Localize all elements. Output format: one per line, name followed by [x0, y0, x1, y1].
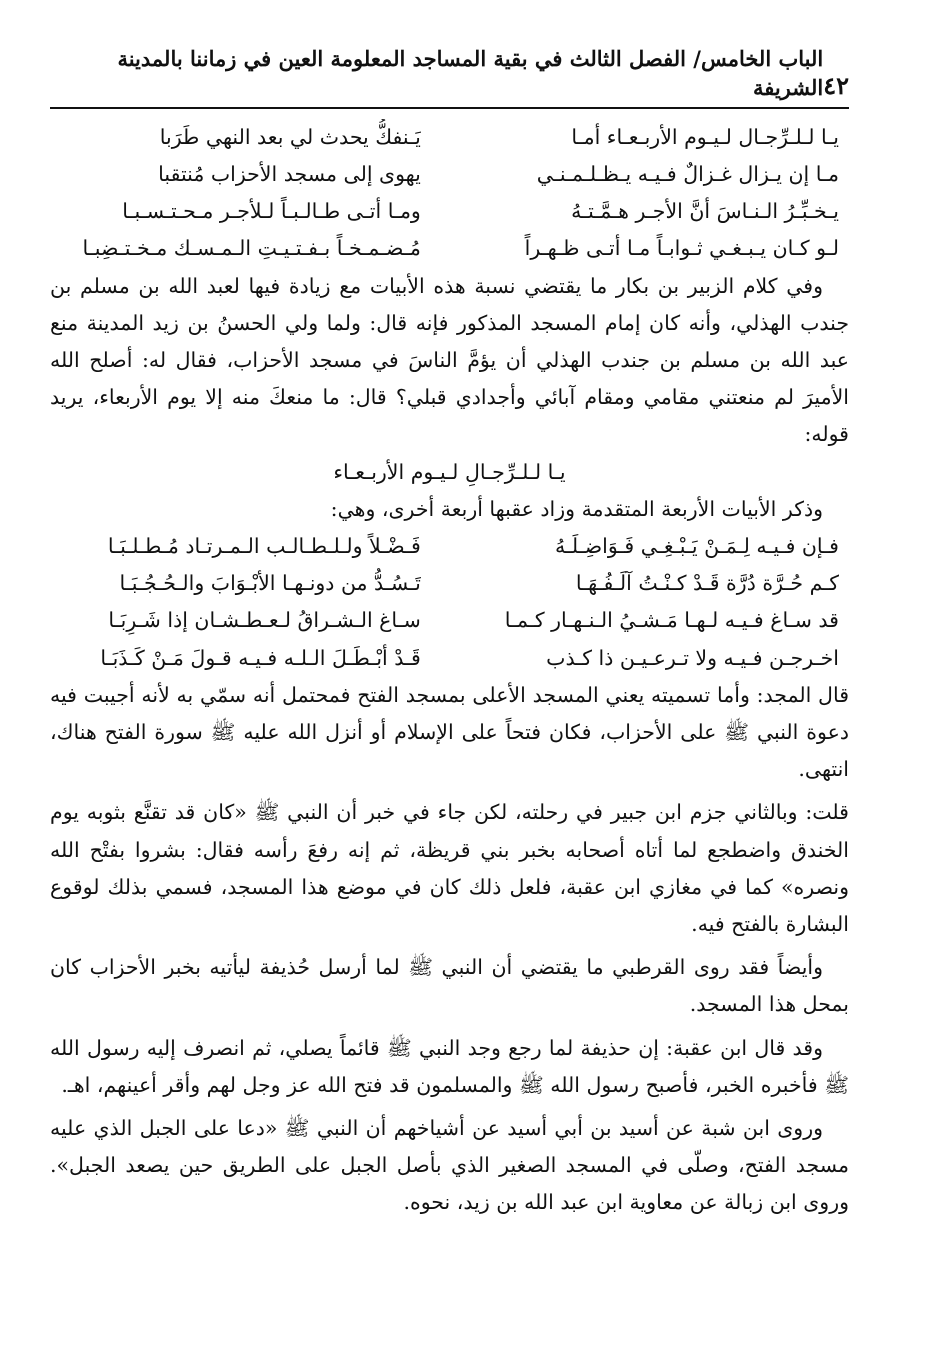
paragraph-zubayr: وفي كلام الزبير بن بكار ما يقتضي نسبة هذه الأبيات مع زيادة فيها لعبد الله بن مسلم بن جندب الهذلي، وأنه كان إمام المسجد المذكور فإنه قال: ولما ولي الحسنُ بن زيد المدينة منع عبد الله بن مسلم بن جندب الهذلي أن يؤمَّ الناسَ في مسجد الأحزاب، فقال له: أصلح الله الأميرَ لم منعتني مقامي ومقام آبائي وأجدادي قبلي؟ قال: ما منعكَ منه إلا يوم الأربعاء، يريد قوله: — [50, 273, 849, 447]
paragraph-ibn-shabba: وروى ابن شبة عن أسيد بن أبي أسيد عن أشياخهم أن النبي ﷺ «دعا على الجبل الذي عليه مسجد الفتح، وصلّى في المسجد الصغير الذي بأصل الجبل على الطريق حين يصعد الجبل». وروى ابن زبالة عن معاوية ابن عبد الله بن زيد، نحوه. — [50, 1116, 849, 1215]
verse-second-hemistich: يهوى إلى مسجد الأحزاب مُنتقبا — [158, 161, 421, 186]
verse-line — [50, 230, 849, 267]
quoted-hemistich: يـا لـلـرِّجـالِ لـيـوم الأربـعـاء — [333, 459, 566, 484]
verse-second-hemistich: قَـدْ أبْـطَـلَ الـلـه فـيـه قـولَ مَـنْ كَـذَبَـا — [100, 645, 421, 670]
verse-first-hemistich: فـإن فـيـه لِـمَـنْ يَـبْـغِـي فَـوَاضِـلَـهُ — [554, 534, 839, 559]
verse-line — [50, 640, 849, 677]
verse-line — [50, 602, 849, 639]
verse-first-hemistich: لـو كـان يـبـغـي ثـوابـاً مـا أتـى ظـهـراً — [524, 236, 839, 261]
verse-first-hemistich: يـخـبِّـرُ الـنـاسَ أنَّ الأجـر هـمَّـتـهُ — [571, 199, 839, 224]
verse-first-hemistich: قد سـاغ فـيـه لـهـا مَـشـيُ الـنـهـار كـمـا — [504, 608, 839, 633]
page-body — [50, 119, 849, 1222]
verse-second-hemistich: تَـسُـدُّ من دونـهـا الأبْـوَابَ والـحُـجُـبَـا — [119, 571, 421, 596]
running-title: الباب الخامس/ الفصل الثالث في بقية المساجد المعلومة العين في زماننا بالمدينة الشريفة — [117, 46, 824, 101]
poem-block-2 — [50, 528, 849, 677]
verse-second-hemistich: يَـنفكُّ يحدث لي بعد النهي طَرَبا — [159, 124, 421, 149]
running-header — [50, 44, 849, 109]
verse-line — [50, 565, 849, 602]
verse-line — [50, 528, 849, 565]
page-number: ٤٢ — [823, 71, 849, 101]
verse-first-hemistich: مـا إن يـزال غـزالٌ فـيـه يـظـلـمـنـي — [536, 161, 839, 186]
poem-block-1 — [50, 119, 849, 268]
verse-first-hemistich: كـم حُـرَّة دُرَّة قَـدْ كـنْـتُ آلَـفُـهَـا — [575, 571, 839, 596]
verse-line — [50, 156, 849, 193]
verse-second-hemistich: سـاغ الـشـراقُ لـعـطـشـان إذا شَـرِبَـا — [108, 608, 421, 633]
verse-second-hemistich: ومـا أتـى طـالـبـاً لـلأجـر مـحـتـسـبـا — [122, 199, 421, 224]
paragraph-qurtubi: وأيضاً فقد روى القرطبي ما يقتضي أن النبي ﷺ لما أرسل حُذيفة ليأتيه بخبر الأحزاب كان بمحل هذا المسجد. — [50, 955, 849, 1017]
paragraph-ibn-uqba: وقد قال ابن عقبة: إن حذيفة لما رجع وجد النبي ﷺ قائماً يصلي، ثم انصرف إليه رسول الله ﷺ فأخبره الخبر، فأصبح رسول الله ﷺ والمسلمون قد فتح الله عز وجل لهم وأقر أعينهم، اهـ. — [50, 1035, 849, 1097]
verse-first-hemistich: اخـرجـن فـيـه ولا تـرعـيـن ذا كـذب — [546, 645, 839, 670]
verse-second-hemistich: مُـضـمـخـاً بـفـتـيـتِ الـمـسـك مـخـتـضِبـا — [82, 236, 421, 261]
verse-line — [50, 193, 849, 230]
verse-line — [50, 119, 849, 156]
paragraph-majd: قال المجد: وأما تسميته يعني المسجد الأعلى بمسجد الفتح فمحتمل أنه سمّي به لأنه أجيبت فيه دعوة النبي ﷺ على الأحزاب، فكان فتحاً على الإسلام أو أنزل الله عليه ﷺ سورة الفتح هناك، انتهى. — [50, 682, 849, 782]
paragraph-ibn-jubayr: قلت: وبالثاني جزم ابن جبير في رحلته، لكن جاء في خبر أن النبي ﷺ «كان قد تقنَّع بثوبه يوم الخندق واضطجع لما أتاه أصحابه بخبر بني قريظة، ثم إنه رفعَ رأسه فقال: بشروا بفتْح الله ونصره» كما في مغازي ابن عقبة، فلعل ذلك كان في موضع هذا المسجد، فسمي بذلك لوقوع البشارة بالفتح فيه. — [50, 800, 849, 937]
verse-first-hemistich: يـا لـلـرِّجـال لـيـوم الأربـعـاء أمـا — [571, 124, 839, 149]
paragraph-additional-verses: وذكر الأبيات الأربعة المتقدمة وزاد عقبها أربعة أخرى، وهي: — [330, 496, 823, 521]
verse-second-hemistich: فَـضْـلاً ولـلـطـالـب الـمـرتـاد مُـطـلـبَـا — [107, 534, 421, 559]
